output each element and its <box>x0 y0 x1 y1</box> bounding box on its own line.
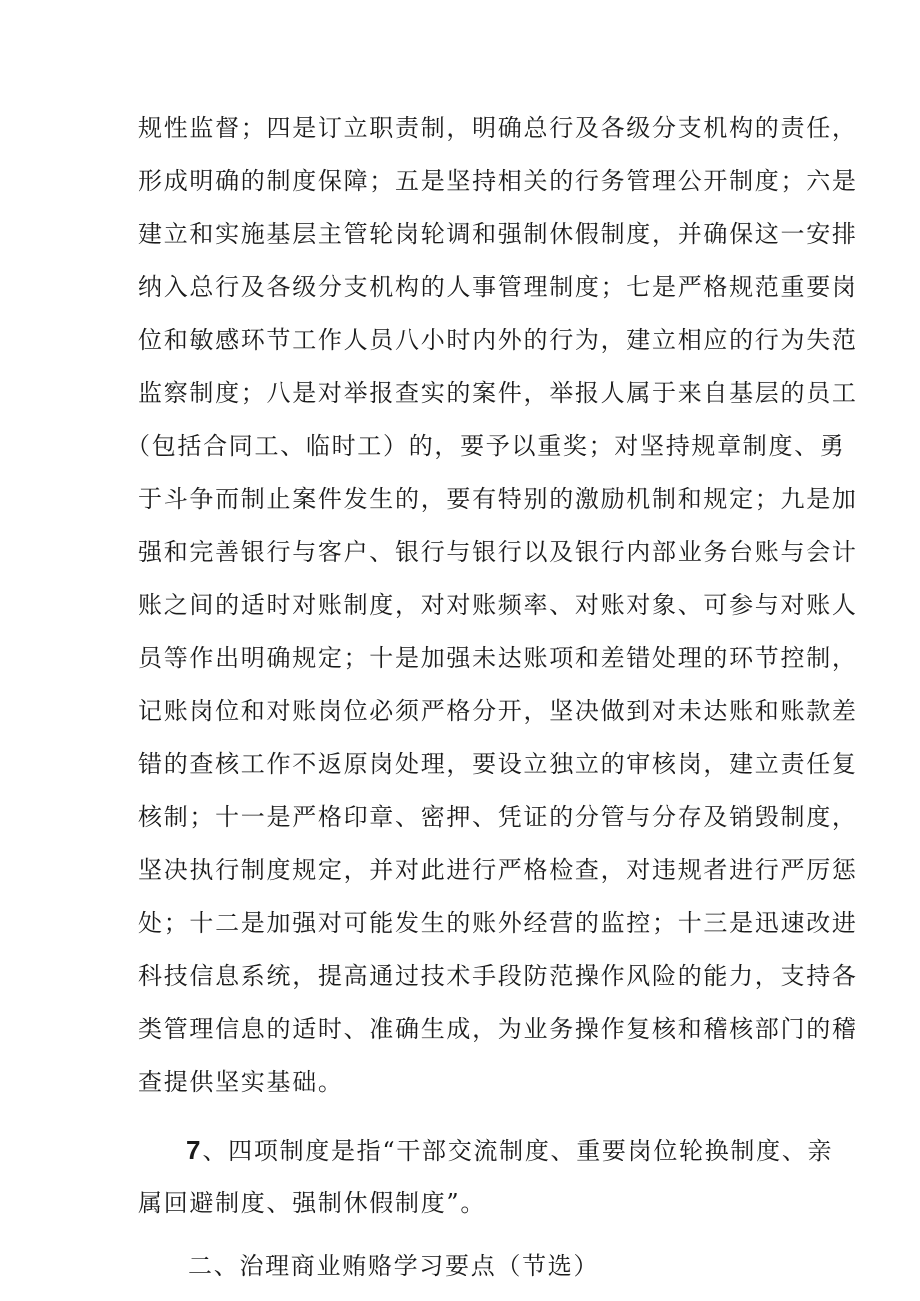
text-line: 记账岗位和对账岗位必须严格分开，坚决做到对未达账和账款差 <box>138 697 858 725</box>
text-line: 规性监督；四是订立职责制，明确总行及各级分支机构的责任， <box>138 114 858 142</box>
text-line: 员等作出明确规定；十是加强未达账项和差错处理的环节控制， <box>138 644 858 672</box>
text-line: 错的查核工作不返原岗处理，要设立独立的审核岗，建立责任复 <box>138 750 858 778</box>
text-line: 于斗争而制止案件发生的，要有特别的激励机制和规定；九是加 <box>138 485 858 513</box>
text-line: 位和敏感环节工作人员八小时内外的行为，建立相应的行为失范 <box>138 326 858 354</box>
text-line: 强和完善银行与客户、银行与银行以及银行内部业务台账与会计 <box>138 538 858 566</box>
text-line: 查提供坚实基础。 <box>138 1068 344 1096</box>
text-line: 处；十二是加强对可能发生的账外经营的监控；十三是迅速改进 <box>138 909 858 937</box>
item-number: 7 <box>186 1135 201 1165</box>
text-line: 监察制度；八是对举报查实的案件，举报人属于来自基层的员工 <box>138 379 858 407</box>
text-line: 建立和实施基层主管轮岗轮调和强制休假制度，并确保这一安排 <box>138 220 858 248</box>
text-line: 账之间的适时对账制度，对对账频率、对账对象、可参与对账人 <box>138 591 858 619</box>
text-line: 坚决执行制度规定，并对此进行严格检查，对违规者进行严厉惩 <box>138 856 858 884</box>
text-line: 科技信息系统，提高通过技术手段防范操作风险的能力，支持各 <box>138 962 858 990</box>
text-line: 纳入总行及各级分支机构的人事管理制度；七是严格规范重要岗 <box>138 273 858 301</box>
section-heading: 二、治理商业贿赂学习要点（节选） <box>188 1252 600 1280</box>
text-line: 类管理信息的适时、准确生成，为业务操作复核和稽核部门的稽 <box>138 1015 858 1043</box>
text-line: 形成明确的制度保障；五是坚持相关的行务管理公开制度；六是 <box>138 167 858 195</box>
text-line: 核制；十一是严格印章、密押、凭证的分管与分存及销毁制度， <box>138 803 858 831</box>
text-line: （包括合同工、临时工）的，要予以重奖；对坚持规章制度、勇 <box>126 432 846 460</box>
text-line <box>186 1130 834 1170</box>
item-text: 、四项制度是指“干部交流制度、重要岗位轮换制度、亲 <box>202 1137 834 1165</box>
text-line: 属回避制度、强制休假制度”。 <box>138 1189 487 1217</box>
